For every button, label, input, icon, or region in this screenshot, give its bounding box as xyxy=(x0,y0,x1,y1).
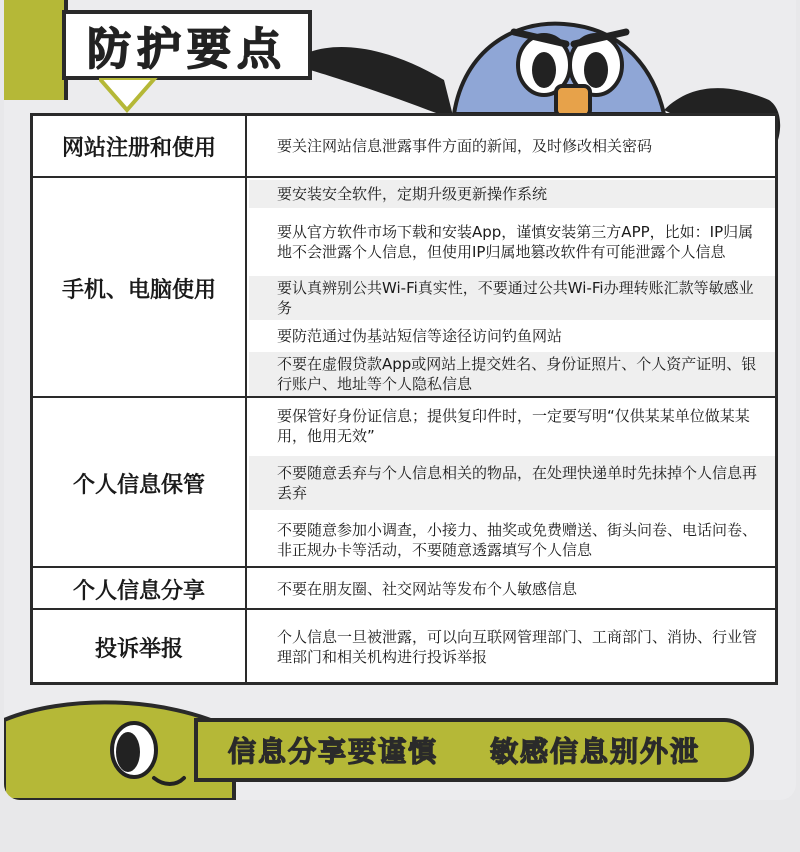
list-item: 不要在朋友圈、社交网站等发布个人敏感信息 xyxy=(277,580,578,598)
slogan-left: 信息分享要谨慎 xyxy=(228,735,439,768)
section-website xyxy=(33,116,775,176)
tag-pointer-icon xyxy=(99,78,159,114)
title-tag xyxy=(62,10,312,80)
list-item: 个人信息一旦被泄露，可以向互联网管理部门、工商部门、消协、行业管理部门和相关机构进行投诉举报 xyxy=(277,628,758,666)
section-storage xyxy=(33,396,775,568)
section-sharing xyxy=(33,566,775,610)
section-label: 投诉举报 xyxy=(33,610,247,684)
poster-card xyxy=(4,0,796,800)
list-item: 要从官方软件市场下载和安装App，谨慎安装第三方APP，比如：IP归属地不会泄露个人信息，但使用IP归属地篡改软件有可能泄露个人信息 xyxy=(277,223,754,261)
olive-strip xyxy=(4,0,68,100)
list-item: 要安装安全软件，定期升级更新操作系统 xyxy=(249,180,775,208)
section-label: 手机、电脑使用 xyxy=(33,178,247,398)
page-title: 防护要点 xyxy=(87,24,287,75)
section-device xyxy=(33,176,775,398)
section-label: 网站注册和使用 xyxy=(33,116,247,176)
protection-table xyxy=(30,113,778,685)
list-item: 不要在虚假贷款App或网站上提交姓名、身份证照片、个人资产证明、银行账户、地址等个人隐私信息 xyxy=(249,352,775,396)
section-report xyxy=(33,608,775,684)
section-label: 个人信息保管 xyxy=(33,398,247,568)
list-item: 不要随意参加小调查，小接力、抽奖或免费赠送、街头问卷、电话问卷、非正规办卡等活动，不要随意透露填写个人信息 xyxy=(277,521,758,559)
section-label: 个人信息分享 xyxy=(33,568,247,610)
list-item: 不要随意丢弃与个人信息相关的物品，在处理快递单时先抹掉个人信息再丢弃 xyxy=(249,456,775,510)
slogan-right: 敏感信息别外泄 xyxy=(490,735,701,768)
list-item: 要认真辨别公共Wi-Fi真实性，不要通过公共Wi-Fi办理转账汇款等敏感业务 xyxy=(249,276,775,320)
list-item: 要防范通过伪基站短信等途径访问钓鱼网站 xyxy=(277,327,563,345)
slogan-banner xyxy=(194,718,754,782)
list-item: 要关注网站信息泄露事件方面的新闻，及时修改相关密码 xyxy=(277,137,653,155)
list-item: 要保管好身份证信息；提供复印件时，一定要写明“仅供某某单位做某某用，他用无效” xyxy=(277,407,750,445)
